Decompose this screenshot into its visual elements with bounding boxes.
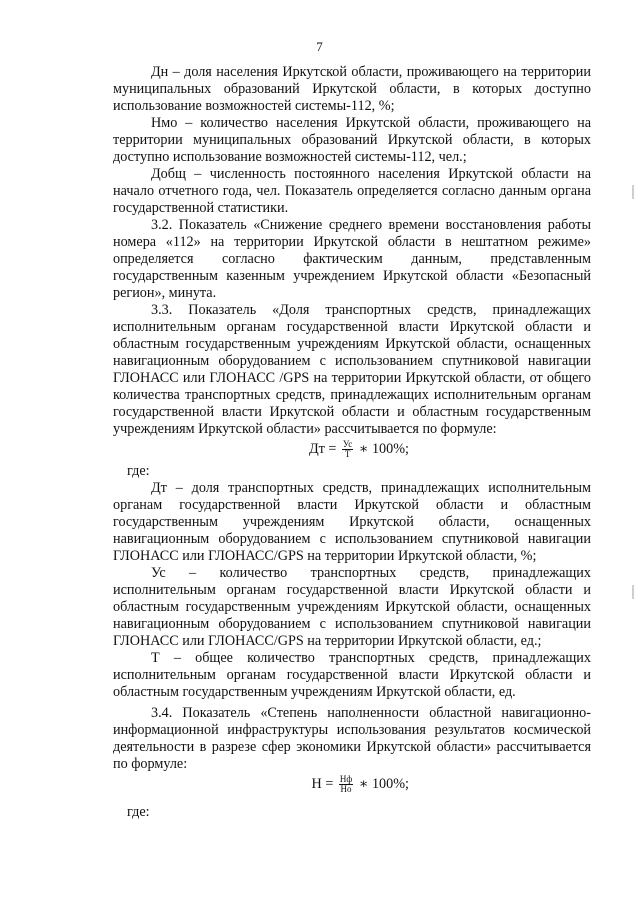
document-body (113, 64, 591, 821)
paragraph-3-2: 3.2. Показатель «Снижение среднего времени восстановления работы номера «112» на территории Иркутской области в нештатном режиме» определяется согласно фактическим данным, представленным государственным казенным учреждением Иркутской области «Безопасный регион», минута. (113, 217, 591, 301)
paragraph-dobshch-definition: Добщ – численность постоянного населения Иркутской области на начало отчетного года, чел. Показатель определяется согласно данным органа государственной статистики. (113, 166, 591, 216)
formula-h-rhs: ∗ 100%; (358, 775, 409, 792)
formula-h (113, 775, 591, 794)
page-number: 7 (316, 39, 323, 54)
formula-dt-rhs: ∗ 100%; (358, 440, 409, 457)
paragraph-t-definition: Т – общее количество транспортных средств, принадлежащих исполнительным органам государственной власти Иркутской области и областным государственным учреждениям Иркутской области, ед. (113, 650, 591, 700)
scan-artifact (632, 185, 634, 199)
paragraph-3-4: 3.4. Показатель «Степень наполненности областной навигационно-информационной инфраструктуры использования результатов космической деятельности в разрезе сфер экономики Иркутской области» рассчитывается по формуле: (113, 705, 591, 772)
formula-dt-numerator: Ус (342, 439, 353, 449)
formula-h-lhs: Н = (311, 775, 334, 792)
paragraph-3-3: 3.3. Показатель «Доля транспортных средств, принадлежащих исполнительным органам государственной власти Иркутской области и областным государственным учреждениям Иркутской области, оснащенных навигационным оборудованием с использованием спутниковой навигации ГЛОНАСС или ГЛОНАСС /GPS на территории Иркутской области, от общего количества транспортных средств, принадлежащих исполнительным органам государственной власти Иркутской области и областным государственным учреждениям Иркутской области» рассчитывается по формуле: (113, 302, 591, 437)
formula-dt-lhs: Дт = (308, 440, 337, 457)
formula-dt-denominator: Т (344, 449, 351, 459)
formula-h-numerator: Нф (339, 774, 353, 784)
formula-h-fraction (339, 775, 353, 794)
formula-dt-fraction (342, 440, 353, 459)
paragraph-dn-definition: Дн – доля населения Иркутской области, проживающего на территории муниципальных образований Иркутской области, в которых доступно использование возможностей системы-112, %; (113, 64, 591, 114)
formula-h-denominator: Но (340, 784, 352, 794)
paragraph-nmo-definition: Нмо – количество населения Иркутской области, проживающего на территории муниципальных образований Иркутской области, в которых доступно использование возможностей системы-112, чел.; (113, 115, 591, 165)
where-label-2: где: (127, 804, 150, 820)
formula-dt (113, 440, 591, 459)
where-label: где: (127, 463, 150, 479)
paragraph-us-definition: Ус – количество транспортных средств, принадлежащих исполнительным органам государственной власти Иркутской области и областным государственным учреждениям Иркутской области, оснащенных навигационным оборудованием с использованием спутниковой навигации ГЛОНАСС или ГЛОНАСС/GPS на территории Иркутской области, ед.; (113, 565, 591, 649)
scan-artifact (632, 585, 634, 599)
paragraph-dt-definition: Дт – доля транспортных средств, принадлежащих исполнительным органам государственной власти Иркутской области и областным государственным учреждениям Иркутской области, оснащенных навигационным оборудованием с использованием спутниковой навигации ГЛОНАСС или ГЛОНАСС/GPS на территории Иркутской области, %; (113, 480, 591, 564)
